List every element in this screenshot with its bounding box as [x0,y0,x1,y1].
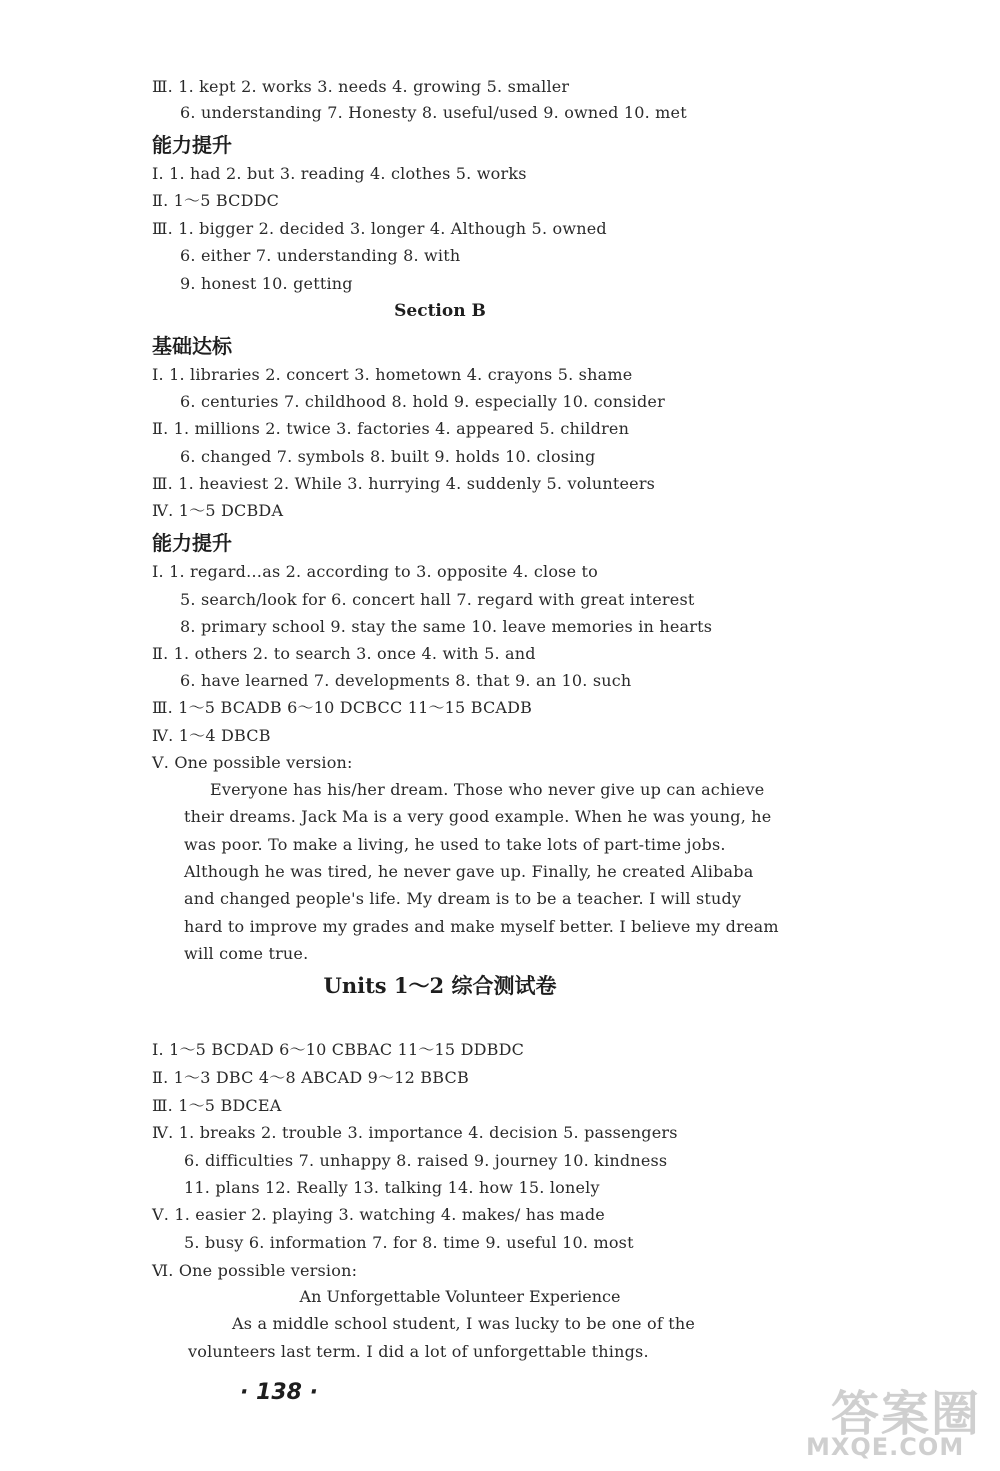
answer-line: 6. have learned 7. developments 8. that 9. an 10. such [180,671,632,690]
answer-line: 5. search/look for 6. concert hall 7. regard with great interest [180,590,695,609]
essay-line: their dreams. Jack Ma is a very good example. When he was young, he [184,807,772,826]
page-number: · 138 · [240,1380,318,1405]
answer-line: Ⅲ. 1～5 BCADB 6～10 DCBCC 11～15 BCADB [152,698,533,717]
section-heading: 能力提升 [152,531,232,555]
answer-line: Ⅰ. 1. had 2. but 3. reading 4. clothes 5. works [152,164,527,183]
essay-line: Although he was tired, he never gave up. Finally, he created Alibaba [184,862,754,881]
watermark-logo [786,1375,986,1465]
essay-line: was poor. To make a living, he used to take lots of part-time jobs. [184,835,726,854]
answer-line: 6. either 7. understanding 8. with [180,246,461,265]
section-heading: 基础达标 [152,334,232,358]
answer-line: Ⅲ. 1. bigger 2. decided 3. longer 4. Although 5. owned [152,219,607,238]
essay-title: An Unforgettable Volunteer Experience [299,1287,621,1306]
answer-line: Ⅴ. 1. easier 2. playing 3. watching 4. makes/ has made [152,1205,605,1224]
answer-line: 5. busy 6. information 7. for 8. time 9. useful 10. most [184,1233,634,1252]
answer-line: Ⅳ. 1. breaks 2. trouble 3. importance 4. decision 5. passengers [152,1123,678,1142]
answer-line: Ⅲ. 1. kept 2. works 3. needs 4. growing 5. smaller [152,77,570,96]
essay-line: As a middle school student, I was lucky to be one of the [232,1314,696,1333]
section-heading: 能力提升 [152,133,232,157]
section-title: Section B [394,301,486,321]
answer-line: Ⅳ. 1～4 DBCB [152,726,271,745]
test-title: Units 1～2 综合测试卷 [323,973,557,998]
essay-line: Everyone has his/her dream. Those who never give up can achieve [210,780,765,799]
answer-line: Ⅱ. 1～5 BCDDC [152,191,280,210]
answer-line: 6. changed 7. symbols 8. built 9. holds 10. closing [180,447,596,466]
answer-line: Ⅲ. 1. heaviest 2. While 3. hurrying 4. suddenly 5. volunteers [152,474,656,493]
essay-line: and changed people's life. My dream is to be a teacher. I will study [184,889,742,908]
answer-line: 8. primary school 9. stay the same 10. leave memories in hearts [180,617,713,636]
essay-line: volunteers last term. I did a lot of unforgettable things. [188,1342,649,1361]
answer-line: 9. honest 10. getting [180,274,353,293]
answer-line: Ⅳ. 1～5 DCBDA [152,501,284,520]
essay-line: hard to improve my grades and make myself better. I believe my dream [184,917,779,936]
answer-line: Ⅰ. 1. libraries 2. concert 3. hometown 4. crayons 5. shame [152,365,633,384]
answer-line: Ⅰ. 1～5 BCDAD 6～10 CBBAC 11～15 DDBDC [152,1040,525,1059]
answer-line: Ⅴ. One possible version: [152,753,353,772]
answer-line: 11. plans 12. Really 13. talking 14. how 15. lonely [184,1178,600,1197]
answer-line: Ⅲ. 1～5 BDCEA [152,1096,282,1115]
essay-line: will come true. [184,944,309,963]
answer-line: 6. centuries 7. childhood 8. hold 9. especially 10. consider [180,392,665,411]
answer-line: Ⅰ. 1. regard…as 2. according to 3. opposite 4. close to [152,562,599,581]
watermark-logo-text: 答案圈 [831,1386,982,1442]
answer-line: Ⅱ. 1. others 2. to search 3. once 4. with 5. and [152,644,536,663]
answer-line: Ⅱ. 1～3 DBC 4～8 ABCAD 9～12 BBCB [152,1068,469,1087]
answer-line: 6. understanding 7. Honesty 8. useful/used 9. owned 10. met [180,103,687,122]
answer-line: Ⅵ. One possible version: [152,1261,358,1280]
answer-line: Ⅱ. 1. millions 2. twice 3. factories 4. appeared 5. children [152,419,630,438]
watermark-site-text: MXQE.COM [806,1433,965,1461]
answer-line: 6. difficulties 7. unhappy 8. raised 9. journey 10. kindness [184,1151,668,1170]
